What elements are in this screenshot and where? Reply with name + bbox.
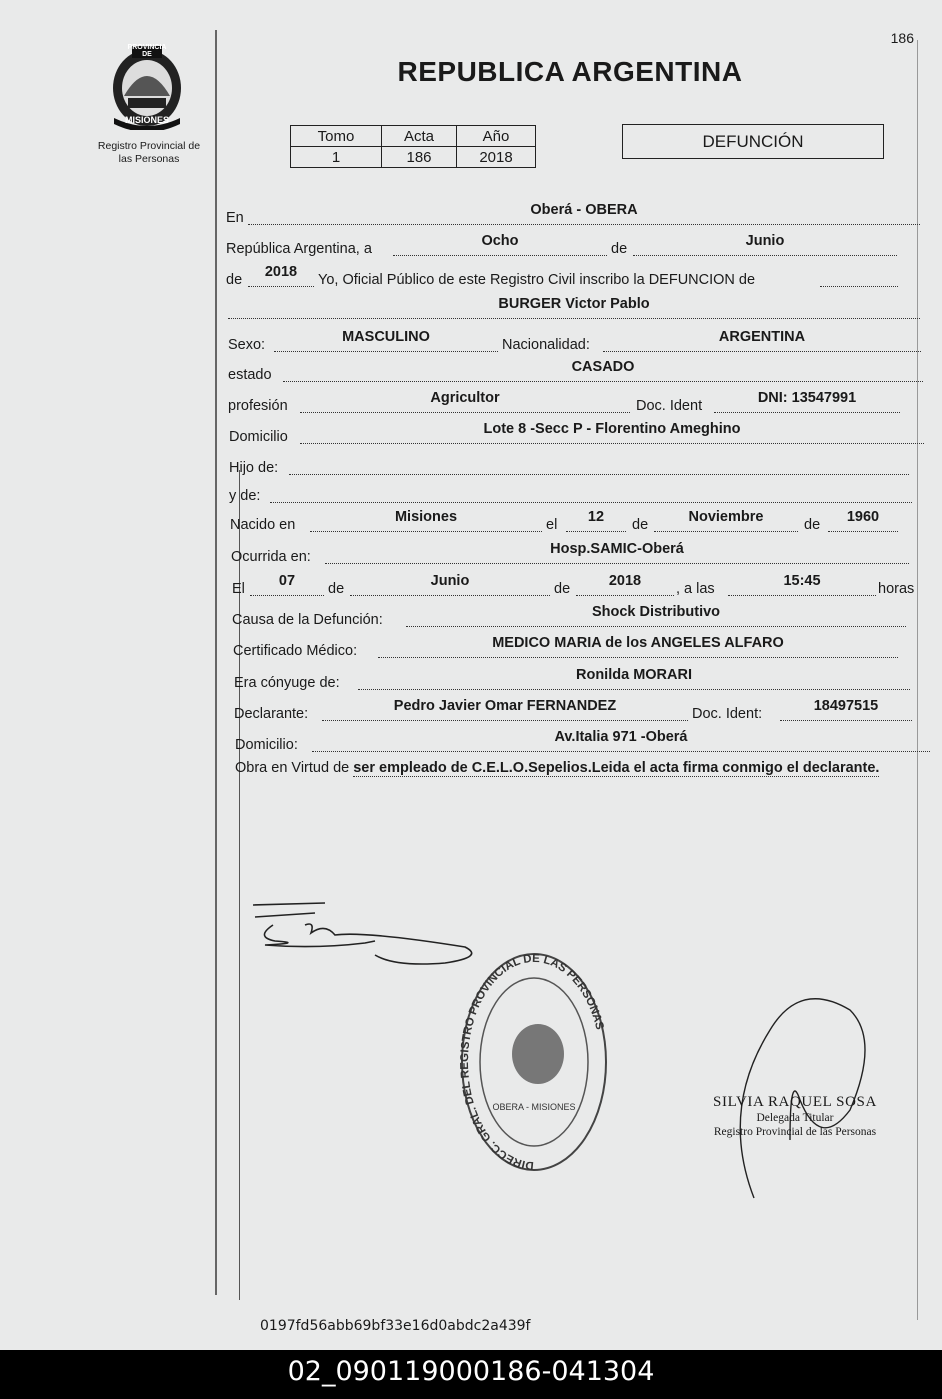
row-conyuge xyxy=(0,667,942,697)
row-sexo xyxy=(0,329,942,359)
agency-line1: Registro Provincial de xyxy=(97,140,201,152)
row-declarante xyxy=(0,698,942,728)
register-table xyxy=(290,125,536,168)
row-estado xyxy=(0,359,942,389)
registrar-block xyxy=(700,1094,890,1139)
seal-inner-text: OBERA - MISIONES xyxy=(492,1102,576,1112)
row-date xyxy=(0,233,942,263)
obra-paragraph xyxy=(235,756,930,781)
agency-line2: las Personas xyxy=(118,153,180,165)
nacionalidad-field: ARGENTINA xyxy=(603,329,921,352)
register-value-tomo: 1 xyxy=(291,147,382,168)
hijo-label: Hijo de: xyxy=(229,460,279,476)
register-header-acta: Acta xyxy=(382,126,457,147)
row-en xyxy=(0,202,942,232)
misiones-coat-of-arms-logo xyxy=(104,38,190,130)
hora-field: 15:45 xyxy=(728,573,876,596)
profesion-field: Agricultor xyxy=(300,390,630,413)
declarante-label: Declarante: xyxy=(234,706,309,722)
yde-label: y de: xyxy=(229,488,261,504)
row-year xyxy=(0,264,942,294)
death-de2-label: de xyxy=(554,581,571,597)
republica-label: República Argentina, a xyxy=(226,241,372,257)
birth-de2-label: de xyxy=(804,517,821,533)
en-label: En xyxy=(226,210,244,226)
act-type-box: DEFUNCIÓN xyxy=(622,124,884,159)
row-nacido xyxy=(0,509,942,539)
birth-month-field: Noviembre xyxy=(654,509,798,532)
row-certificado xyxy=(0,635,942,665)
footer-code: 02_090119000186-041304 xyxy=(0,1350,942,1399)
row-name xyxy=(0,296,942,326)
row-causa xyxy=(0,604,942,634)
hijo-field xyxy=(289,452,909,475)
declarante-field: Pedro Javier Omar FERNANDEZ xyxy=(322,698,688,721)
inscribo-text: Yo, Oficial Público de este Registro Civil inscribo la DEFUNCION de xyxy=(318,272,756,288)
death-de-label: de xyxy=(328,581,345,597)
registrar-role: Delegada Titular xyxy=(756,1112,834,1124)
yde-field xyxy=(270,480,912,503)
agency-name xyxy=(84,140,214,166)
declarant-signature xyxy=(245,895,485,970)
register-value-acta: 186 xyxy=(382,147,457,168)
obra-label: Obra en Virtud de xyxy=(235,760,350,776)
logo-top-text: PROVINCIA DE xyxy=(127,44,167,58)
nacido-field: Misiones xyxy=(310,509,542,532)
death-day-field: 07 xyxy=(250,573,324,596)
ocurrida-label: Ocurrida en: xyxy=(231,549,311,565)
birth-day-field: 12 xyxy=(566,509,626,532)
sexo-field: MASCULINO xyxy=(274,329,498,352)
ocurrida-field: Hosp.SAMIC-Oberá xyxy=(325,541,909,564)
de-label: de xyxy=(611,241,628,257)
month-field: Junio xyxy=(633,233,897,256)
certificado-field: MEDICO MARIA de los ANGELES ALFARO xyxy=(378,635,898,658)
conyuge-field: Ronilda MORARI xyxy=(358,667,910,690)
row-domicilio xyxy=(0,421,942,451)
decl-dom-field: Av.Italia 971 -Oberá xyxy=(312,729,930,752)
alas-label: , a las xyxy=(676,581,715,597)
registrar-name: SILVIA RAQUEL SOSA xyxy=(713,1094,877,1110)
death-month-field: Junio xyxy=(350,573,550,596)
de-year-label: de xyxy=(226,272,243,288)
year-field: 2018 xyxy=(248,264,314,287)
obra-text: ser empleado de C.E.L.O.Sepelios.Leida el acta firma conmigo el declarante. xyxy=(353,760,880,776)
register-header-tomo: Tomo xyxy=(291,126,382,147)
decl-doc-field: 18497515 xyxy=(780,698,912,721)
doc-label: Doc. Ident xyxy=(636,398,703,414)
register-header-ano: Año xyxy=(457,126,536,147)
registrar-office: Registro Provincial de las Personas xyxy=(713,1126,877,1138)
birth-year-field: 1960 xyxy=(828,509,898,532)
causa-label: Causa de la Defunción: xyxy=(232,612,383,628)
domicilio-field: Lote 8 -Secc P - Florentino Ameghino xyxy=(300,421,924,444)
certificado-label: Certificado Médico: xyxy=(233,643,358,659)
row-decl-domicilio xyxy=(0,729,942,759)
row-profesion xyxy=(0,390,942,420)
logo-bottom-text: MISIONES xyxy=(124,115,169,125)
official-seal xyxy=(458,950,610,1175)
decl-dom-label: Domicilio: xyxy=(235,737,298,753)
row-ocurrida xyxy=(0,541,942,571)
estado-label: estado xyxy=(228,367,272,383)
death-year-field: 2018 xyxy=(576,573,674,596)
row-fecha-defuncion xyxy=(0,573,942,603)
row-hijo xyxy=(0,452,942,482)
seal-text: DIRECC. GRAL. DEL REGISTRO PROVINCIAL DE LAS PERSONAS xyxy=(458,952,606,1172)
domicilio-label: Domicilio xyxy=(229,429,288,445)
horas-label: horas xyxy=(878,581,915,597)
document-title: REPUBLICA ARGENTINA xyxy=(397,56,743,87)
decl-doc-label: Doc. Ident: xyxy=(692,706,763,722)
document-hash: 0197fd56abb69bf33e16d0abdc2a439f xyxy=(260,1318,531,1334)
sexo-label: Sexo: xyxy=(228,337,266,353)
page-number: 186 xyxy=(890,30,914,46)
causa-field: Shock Distributivo xyxy=(406,604,906,627)
el-date-label: El xyxy=(232,581,245,597)
conyuge-label: Era cónyuge de: xyxy=(234,675,340,691)
place-field: Oberá - OBERA xyxy=(248,202,920,225)
birth-de-label: de xyxy=(632,517,649,533)
el-label: el xyxy=(546,517,558,533)
estado-field: CASADO xyxy=(283,359,923,382)
inscribo-blank xyxy=(820,264,898,287)
day-word-field: Ocho xyxy=(393,233,607,256)
register-value-ano: 2018 xyxy=(457,147,536,168)
nacido-label: Nacido en xyxy=(230,517,296,533)
doc-field: DNI: 13547991 xyxy=(714,390,900,413)
deceased-name-field: BURGER Victor Pablo xyxy=(228,296,920,319)
row-yde xyxy=(0,480,942,510)
profesion-label: profesión xyxy=(228,398,288,414)
nacionalidad-label: Nacionalidad: xyxy=(502,337,590,353)
